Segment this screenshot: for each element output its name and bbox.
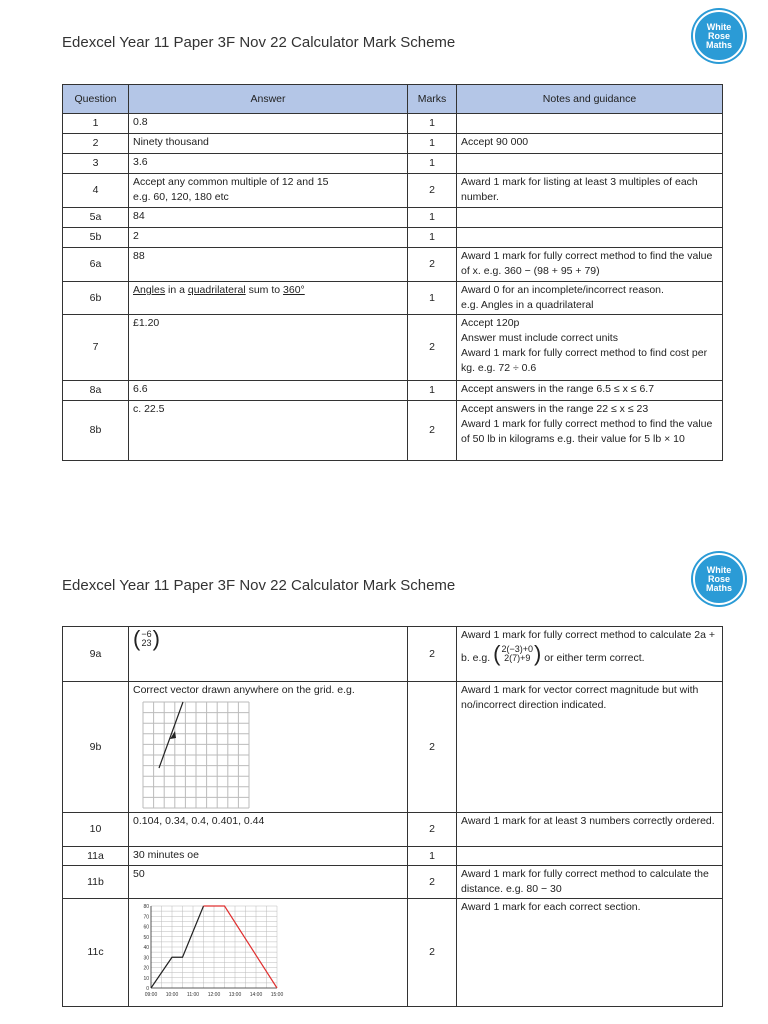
- answer-cell: [129, 627, 408, 682]
- table-row: [63, 208, 723, 228]
- marks-cell: 2: [408, 682, 457, 813]
- notes-cell: Accept 120p Answer must include correct units Award 1 mark for fully correct method to find cost per kg. e.g. 72 ÷ 0.6: [457, 315, 723, 381]
- x-tick-label: 11:00: [186, 992, 200, 998]
- answer-cell: 84: [129, 208, 408, 228]
- marks-cell: 1: [408, 154, 457, 174]
- table-row: [63, 847, 723, 866]
- question-cell: 5b: [63, 228, 129, 248]
- vector-grid-diagram: [139, 701, 251, 809]
- marks-cell: 1: [408, 847, 457, 866]
- marks-cell: 2: [408, 315, 457, 381]
- answer-cell: Ninety thousand: [129, 134, 408, 154]
- table-row: [63, 315, 723, 381]
- table-row: [63, 154, 723, 174]
- table-row: [63, 401, 723, 461]
- question-cell: 9a: [63, 627, 129, 682]
- marks-cell: 2: [408, 813, 457, 847]
- question-cell: 11a: [63, 847, 129, 866]
- notes-cell: Award 1 mark for at least 3 numbers correctly ordered.: [457, 813, 723, 847]
- notes-cell: [457, 154, 723, 174]
- column-header-answer: Answer: [129, 85, 408, 114]
- table-row: [63, 899, 723, 1007]
- question-cell: 11b: [63, 866, 129, 899]
- white-rose-maths-logo: White Rose Maths: [693, 10, 745, 62]
- marks-cell: 2: [408, 248, 457, 282]
- distance-time-graph: [135, 902, 285, 1002]
- table-row: [63, 282, 723, 315]
- y-tick-label: 50: [143, 934, 149, 941]
- vector-line: [159, 702, 183, 768]
- notes-cell: Award 1 mark for fully correct method to calculate the distance. e.g. 80 − 30: [457, 866, 723, 899]
- notes-cell: [457, 228, 723, 248]
- answer-cell: [129, 899, 408, 1007]
- question-cell: 6b: [63, 282, 129, 315]
- answer-cell: 30 minutes oe: [129, 847, 408, 866]
- answer-cell: 2: [129, 228, 408, 248]
- column-header-question: Question: [63, 85, 129, 114]
- table-row: [63, 228, 723, 248]
- answer-cell: Angles in a quadrilateral sum to 360°: [129, 282, 408, 315]
- question-cell: 2: [63, 134, 129, 154]
- table-row: [63, 114, 723, 134]
- question-cell: 4: [63, 174, 129, 208]
- mark-scheme-table-2: [62, 626, 723, 1007]
- marks-cell: 2: [408, 401, 457, 461]
- page-title: Edexcel Year 11 Paper 3F Nov 22 Calculator Mark Scheme: [62, 34, 456, 51]
- notes-cell: Award 0 for an incomplete/incorrect reason. e.g. Angles in a quadrilateral: [457, 282, 723, 315]
- question-cell: 6a: [63, 248, 129, 282]
- table-row: [63, 248, 723, 282]
- column-header-notes: Notes and guidance: [457, 85, 723, 114]
- y-tick-label: 80: [143, 904, 149, 910]
- notes-cell: [457, 847, 723, 866]
- marks-cell: 2: [408, 174, 457, 208]
- answer-cell: £1.20: [129, 315, 408, 381]
- page-title-2: Edexcel Year 11 Paper 3F Nov 22 Calculator Mark Scheme: [62, 577, 456, 594]
- x-tick-label: 09:00: [144, 992, 158, 998]
- notes-cell: [457, 208, 723, 228]
- table-row: [63, 866, 723, 899]
- answer-cell: 3.6: [129, 154, 408, 174]
- marks-cell: 2: [408, 627, 457, 682]
- table-row: [63, 627, 723, 682]
- y-tick-label: 70: [143, 914, 149, 921]
- marks-cell: 1: [408, 208, 457, 228]
- question-cell: 9b: [63, 682, 129, 813]
- notes-cell: Award 1 mark for vector correct magnitude but with no/incorrect direction indicated.: [457, 682, 723, 813]
- question-cell: 1: [63, 114, 129, 134]
- question-cell: 8b: [63, 401, 129, 461]
- question-cell: 5a: [63, 208, 129, 228]
- marks-cell: 1: [408, 114, 457, 134]
- x-tick-label: 12:00: [207, 992, 221, 998]
- answer-cell: 6.6: [129, 381, 408, 401]
- table-row: [63, 682, 723, 813]
- marks-cell: 1: [408, 228, 457, 248]
- y-tick-label: 30: [143, 955, 149, 962]
- question-cell: 3: [63, 154, 129, 174]
- y-tick-label: 20: [143, 965, 149, 972]
- notes-cell: Accept answers in the range 6.5 ≤ x ≤ 6.7: [457, 381, 723, 401]
- notes-cell: Award 1 mark for listing at least 3 multiples of each number.: [457, 174, 723, 208]
- column-header-marks: Marks: [408, 85, 457, 114]
- mark-scheme-table-1: [62, 84, 723, 461]
- x-tick-label: 15:00: [270, 992, 284, 998]
- notes-cell: Award 1 mark for fully correct method to calculate 2a + b. e.g. ( 2(−3)+0 2(7)+9 ) or either term correct.: [457, 627, 723, 682]
- table-row: [63, 134, 723, 154]
- question-cell: 8a: [63, 381, 129, 401]
- x-tick-label: 13:00: [228, 992, 242, 998]
- answer-cell: 0.104, 0.34, 0.4, 0.401, 0.44: [129, 813, 408, 847]
- method-vector: ( 2(−3)+0 2(7)+9 ): [493, 641, 542, 666]
- answer-cell: c. 22.5: [129, 401, 408, 461]
- y-tick-label: 10: [143, 975, 149, 982]
- x-tick-label: 10:00: [165, 992, 179, 998]
- y-tick-label: 60: [143, 924, 149, 931]
- table-header-row: [63, 85, 723, 114]
- column-vector: ( −6 23 ): [133, 626, 160, 651]
- marks-cell: 1: [408, 381, 457, 401]
- x-tick-label: 14:00: [249, 992, 263, 998]
- notes-cell: Award 1 mark for each correct section.: [457, 899, 723, 1007]
- notes-cell: Accept 90 000: [457, 134, 723, 154]
- marks-cell: 1: [408, 134, 457, 154]
- answer-cell: 88: [129, 248, 408, 282]
- table-row: [63, 813, 723, 847]
- y-tick-label: 40: [143, 945, 149, 951]
- marks-cell: 1: [408, 282, 457, 315]
- question-cell: 7: [63, 315, 129, 381]
- table-row: [63, 381, 723, 401]
- white-rose-maths-logo-2: White Rose Maths: [693, 553, 745, 605]
- notes-cell: Accept answers in the range 22 ≤ x ≤ 23 Award 1 mark for fully correct method to find the value of 50 lb in kilograms e.g. their value for 5 lb × 10: [457, 401, 723, 461]
- marks-cell: 2: [408, 866, 457, 899]
- question-cell: 11c: [63, 899, 129, 1007]
- answer-cell: Correct vector drawn anywhere on the grid. e.g.: [129, 682, 408, 813]
- answer-cell: Accept any common multiple of 12 and 15 e.g. 60, 120, 180 etc: [129, 174, 408, 208]
- y-tick-label: 0: [146, 986, 149, 992]
- question-cell: 10: [63, 813, 129, 847]
- notes-cell: [457, 114, 723, 134]
- notes-cell: Award 1 mark for fully correct method to find the value of x. e.g. 360 − (98 + 95 + 79): [457, 248, 723, 282]
- marks-cell: 2: [408, 899, 457, 1007]
- table-row: [63, 174, 723, 208]
- answer-cell: 0.8: [129, 114, 408, 134]
- answer-cell: 50: [129, 866, 408, 899]
